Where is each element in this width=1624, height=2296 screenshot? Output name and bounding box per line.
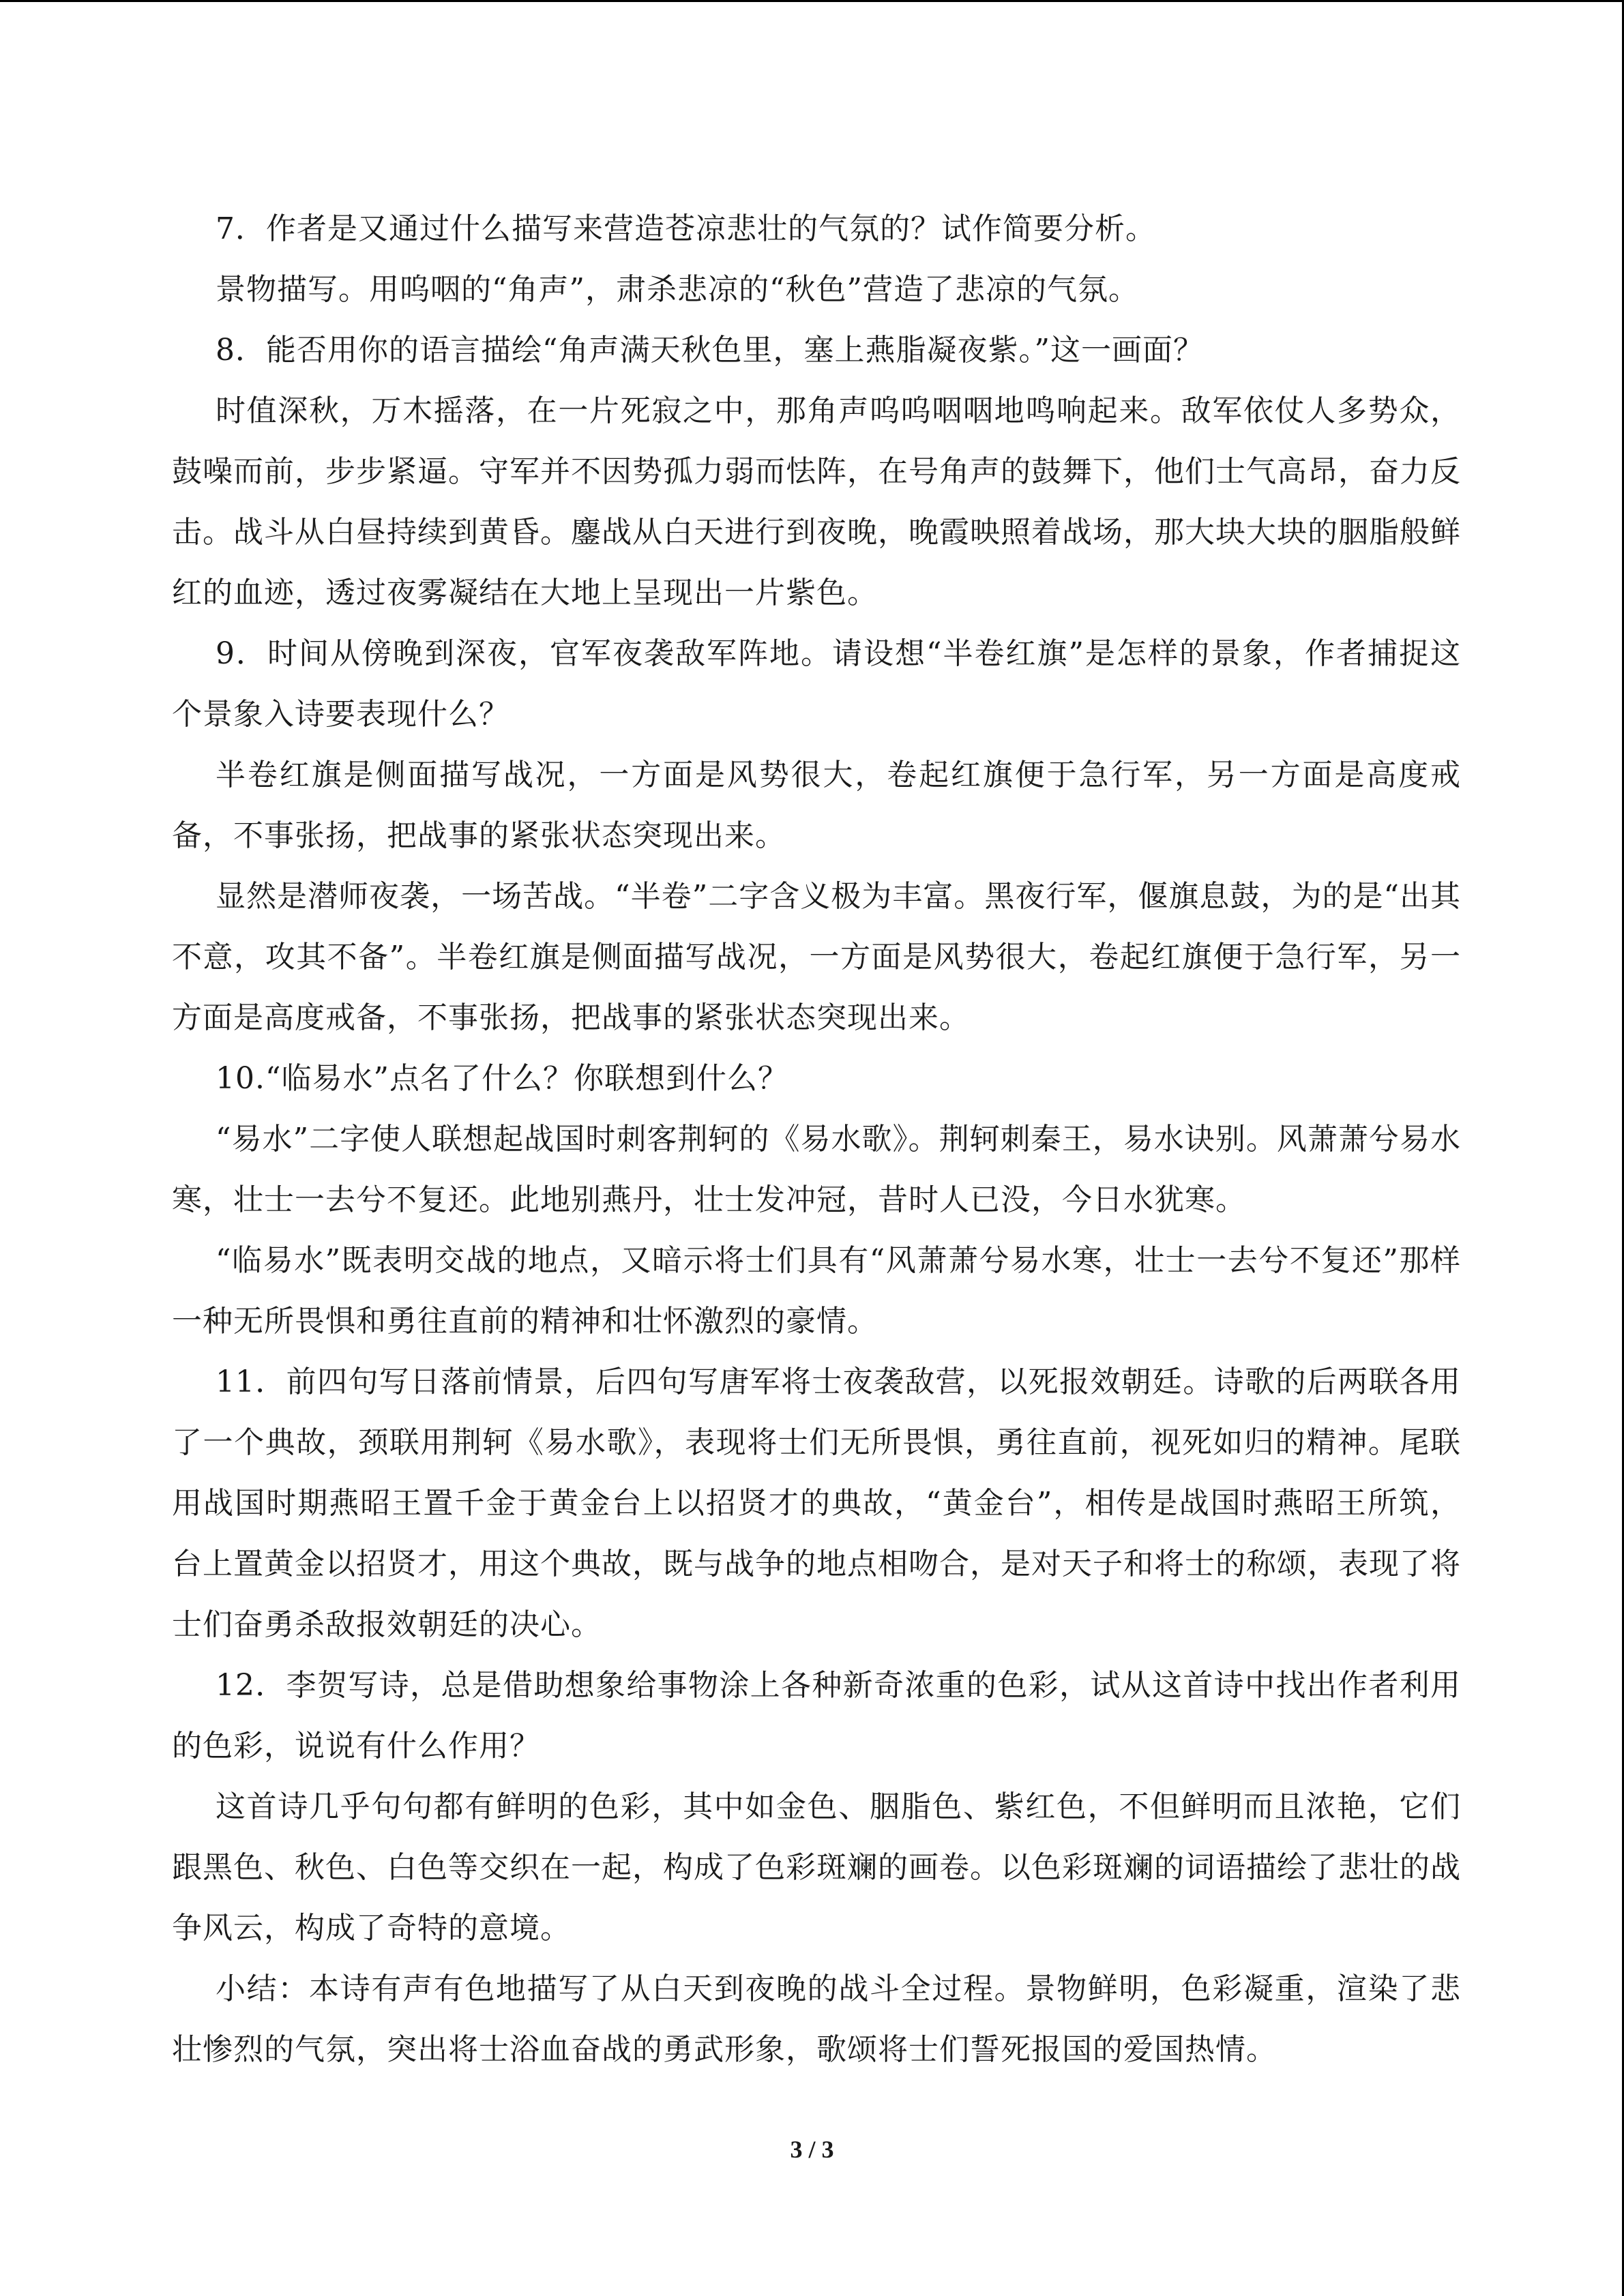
answer-9-part-1: 半卷红旗是侧面描写战况，一方面是风势很大，卷起红旗便于急行军，另一方面是高度戒备，不事张扬，把战事的紧张状态突现出来。 [172, 758, 1461, 853]
document-body [172, 198, 1461, 2080]
question-7: 7．作者是又通过什么描写来营造苍凉悲壮的气氛的？试作简要分析。 [216, 211, 1156, 246]
question-11: 11．前四句写日落前情景，后四句写唐军将士夜袭敌营，以死报效朝廷。诗歌的后两联各用了一个典故，颈联用荆轲《易水歌》，表现将士们无所畏惧，勇往直前，视死如归的精神。尾联用战国时期燕昭王置千金于黄金台上以招贤才的典故，“黄金台”，相传是战国时燕昭王所筑，台上置黄金以招贤才，用这个典故，既与战争的地点相吻合，是对天子和将士的称颂，表现了将士们奋勇杀敌报效朝廷的决心。 [172, 1365, 1461, 1642]
question-9: 9．时间从傍晚到深夜，官军夜袭敌军阵地。请设想“半卷红旗”是怎样的景象，作者捕捉这个景象入诗要表现什么？ [172, 636, 1461, 732]
answer-7: 景物描写。用呜咽的“角声”，肃杀悲凉的“秋色”营造了悲凉的气氛。 [216, 272, 1139, 307]
answer-9-part-2: 显然是潜师夜袭，一场苦战。“半卷”二字含义极为丰富。黑夜行军，偃旗息鼓，为的是“出其不意，攻其不备”。半卷红旗是侧面描写战况，一方面是风势很大，卷起红旗便于急行军，另一方面是高度戒备，不事张扬，把战事的紧张状态突现出来。 [172, 879, 1461, 1035]
question-10: 10.“临易水”点名了什么？你联想到什么？ [216, 1061, 788, 1096]
page-number: 3 / 3 [790, 2136, 834, 2163]
question-12: 12．李贺写诗，总是借助想象给事物涂上各种新奇浓重的色彩，试从这首诗中找出作者利用的色彩，说说有什么作用？ [172, 1668, 1461, 1763]
summary: 小结：本诗有声有色地描写了从白天到夜晚的战斗全过程。景物鲜明，色彩凝重，渲染了悲壮惨烈的气氛，突出将士浴血奋战的勇武形象，歌颂将士们誓死报国的爱国热情。 [172, 1971, 1461, 2067]
answer-8: 时值深秋，万木摇落，在一片死寂之中，那角声呜呜咽咽地鸣响起来。敌军依仗人多势众，鼓噪而前，步步紧逼。守军并不因势孤力弱而怯阵，在号角声的鼓舞下，他们士气高昂，奋力反击。战斗从白昼持续到黄昏。鏖战从白天进行到夜晚，晚霞映照着战场，那大块大块的胭脂般鲜红的血迹，透过夜雾凝结在大地上呈现出一片紫色。 [172, 393, 1461, 610]
answer-12: 这首诗几乎句句都有鲜明的色彩，其中如金色、胭脂色、紫红色，不但鲜明而且浓艳，它们跟黑色、秋色、白色等交织在一起，构成了色彩斑斓的画卷。以色彩斑斓的词语描绘了悲壮的战争风云，构成了奇特的意境。 [172, 1789, 1461, 1945]
answer-10-part-1: “易水”二字使人联想起战国时刺客荆轲的《易水歌》。荆轲刺秦王，易水诀别。风萧萧兮易水寒，壮士一去兮不复还。此地别燕丹，壮士发冲冠，昔时人已没，今日水犹寒。 [172, 1122, 1461, 1217]
answer-10-part-2: “临易水”既表明交战的地点，又暗示将士们具有“风萧萧兮易水寒，壮士一去兮不复还”那样一种无所畏惧和勇往直前的精神和壮怀激烈的豪情。 [172, 1243, 1461, 1339]
question-8: 8．能否用你的语言描绘“角声满天秋色里，塞上燕脂凝夜紫。”这一画面？ [216, 333, 1204, 368]
